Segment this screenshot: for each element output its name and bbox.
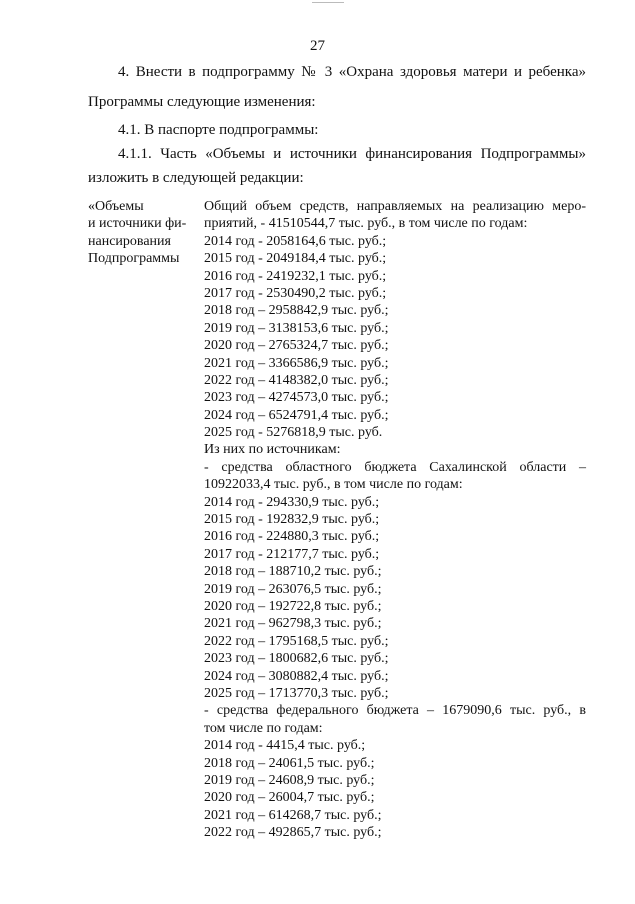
paragraph-4-1-1-line-2: изложить в следующей редакции:	[88, 170, 304, 186]
regional-year-row: 2014 год - 294330,9 тыс. руб.;	[204, 494, 380, 510]
total-year-row: 2024 год – 6524791,4 тыс. руб.;	[204, 407, 389, 423]
regional-year-row: 2021 год – 962798,3 тыс. руб.;	[204, 616, 382, 632]
federal-line-1: - средства федерального бюджета – 1679090,6 тыс. руб., в	[204, 703, 586, 719]
regional-line-2: 10922033,4 тыс. руб., в том числе по годам:	[204, 477, 463, 493]
regional-line-1: - средства областного бюджета Сахалинской области –	[204, 459, 586, 475]
total-year-row: 2025 год - 5276818,9 тыс. руб.	[204, 425, 383, 441]
label-line: Подпрограммы	[88, 251, 180, 267]
federal-year-row: 2020 год – 26004,7 тыс. руб.;	[204, 790, 375, 806]
table-content-cell	[204, 198, 586, 841]
federal-line-2: том числе по годам:	[204, 720, 323, 736]
total-line-1: Общий объем средств, направляемых на реализацию меро-	[204, 199, 586, 214]
total-year-row: 2020 год – 2765324,7 тыс. руб.;	[204, 338, 389, 354]
paragraph-4-1: 4.1. В паспорте подпрограммы:	[118, 122, 319, 138]
label-line: «Объемы	[88, 199, 144, 214]
total-year-row: 2023 год – 4274573,0 тыс. руб.;	[204, 390, 389, 406]
federal-year-row: 2021 год – 614268,7 тыс. руб.;	[204, 807, 382, 823]
total-year-row: 2017 год - 2530490,2 тыс. руб.;	[204, 285, 387, 301]
federal-year-row: 2014 год - 4415,4 тыс. руб.;	[204, 738, 366, 754]
regional-year-row: 2015 год - 192832,9 тыс. руб.;	[204, 512, 380, 528]
regional-year-row: 2018 год – 188710,2 тыс. руб.;	[204, 564, 382, 580]
sources-heading: Из них по источникам:	[204, 442, 341, 458]
paragraph-4-line-1: 4. Внести в подпрограмму № 3 «Охрана здоровья матери и ребенка»	[118, 64, 586, 80]
table-label-cell	[88, 198, 198, 268]
total-year-row: 2018 год – 2958842,9 тыс. руб.;	[204, 303, 389, 319]
total-year-row: 2016 год - 2419232,1 тыс. руб.;	[204, 268, 387, 284]
total-line-2: приятий, - 41510544,7 тыс. руб., в том числе по годам:	[204, 216, 528, 232]
total-year-row: 2014 год - 2058164,6 тыс. руб.;	[204, 233, 387, 249]
paragraph-4-1-1-line-1: 4.1.1. Часть «Объемы и источники финансирования Подпрограммы»	[118, 146, 586, 162]
label-line: нансирования	[88, 233, 171, 249]
regional-year-row: 2019 год – 263076,5 тыс. руб.;	[204, 581, 382, 597]
regional-year-row: 2025 год – 1713770,3 тыс. руб.;	[204, 685, 389, 701]
total-year-row: 2019 год – 3138153,6 тыс. руб.;	[204, 320, 389, 336]
regional-year-row: 2023 год – 1800682,6 тыс. руб.;	[204, 651, 389, 667]
total-year-row: 2022 год – 4148382,0 тыс. руб.;	[204, 372, 389, 388]
label-line: и источники фи-	[88, 216, 187, 232]
total-year-row: 2015 год - 2049184,4 тыс. руб.;	[204, 251, 387, 267]
regional-year-row: 2022 год – 1795168,5 тыс. руб.;	[204, 633, 389, 649]
scan-artifact	[312, 2, 344, 3]
federal-year-row: 2019 год – 24608,9 тыс. руб.;	[204, 772, 375, 788]
page-number: 27	[310, 38, 325, 54]
regional-year-row: 2020 год – 192722,8 тыс. руб.;	[204, 598, 382, 614]
regional-year-row: 2017 год - 212177,7 тыс. руб.;	[204, 546, 380, 562]
regional-year-row: 2024 год – 3080882,4 тыс. руб.;	[204, 668, 389, 684]
total-year-row: 2021 год – 3366586,9 тыс. руб.;	[204, 355, 389, 371]
regional-year-row: 2016 год - 224880,3 тыс. руб.;	[204, 529, 380, 545]
paragraph-4-line-2: Программы следующие изменения:	[88, 94, 316, 110]
federal-year-row: 2022 год – 492865,7 тыс. руб.;	[204, 825, 382, 841]
federal-year-row: 2018 год – 24061,5 тыс. руб.;	[204, 755, 375, 771]
